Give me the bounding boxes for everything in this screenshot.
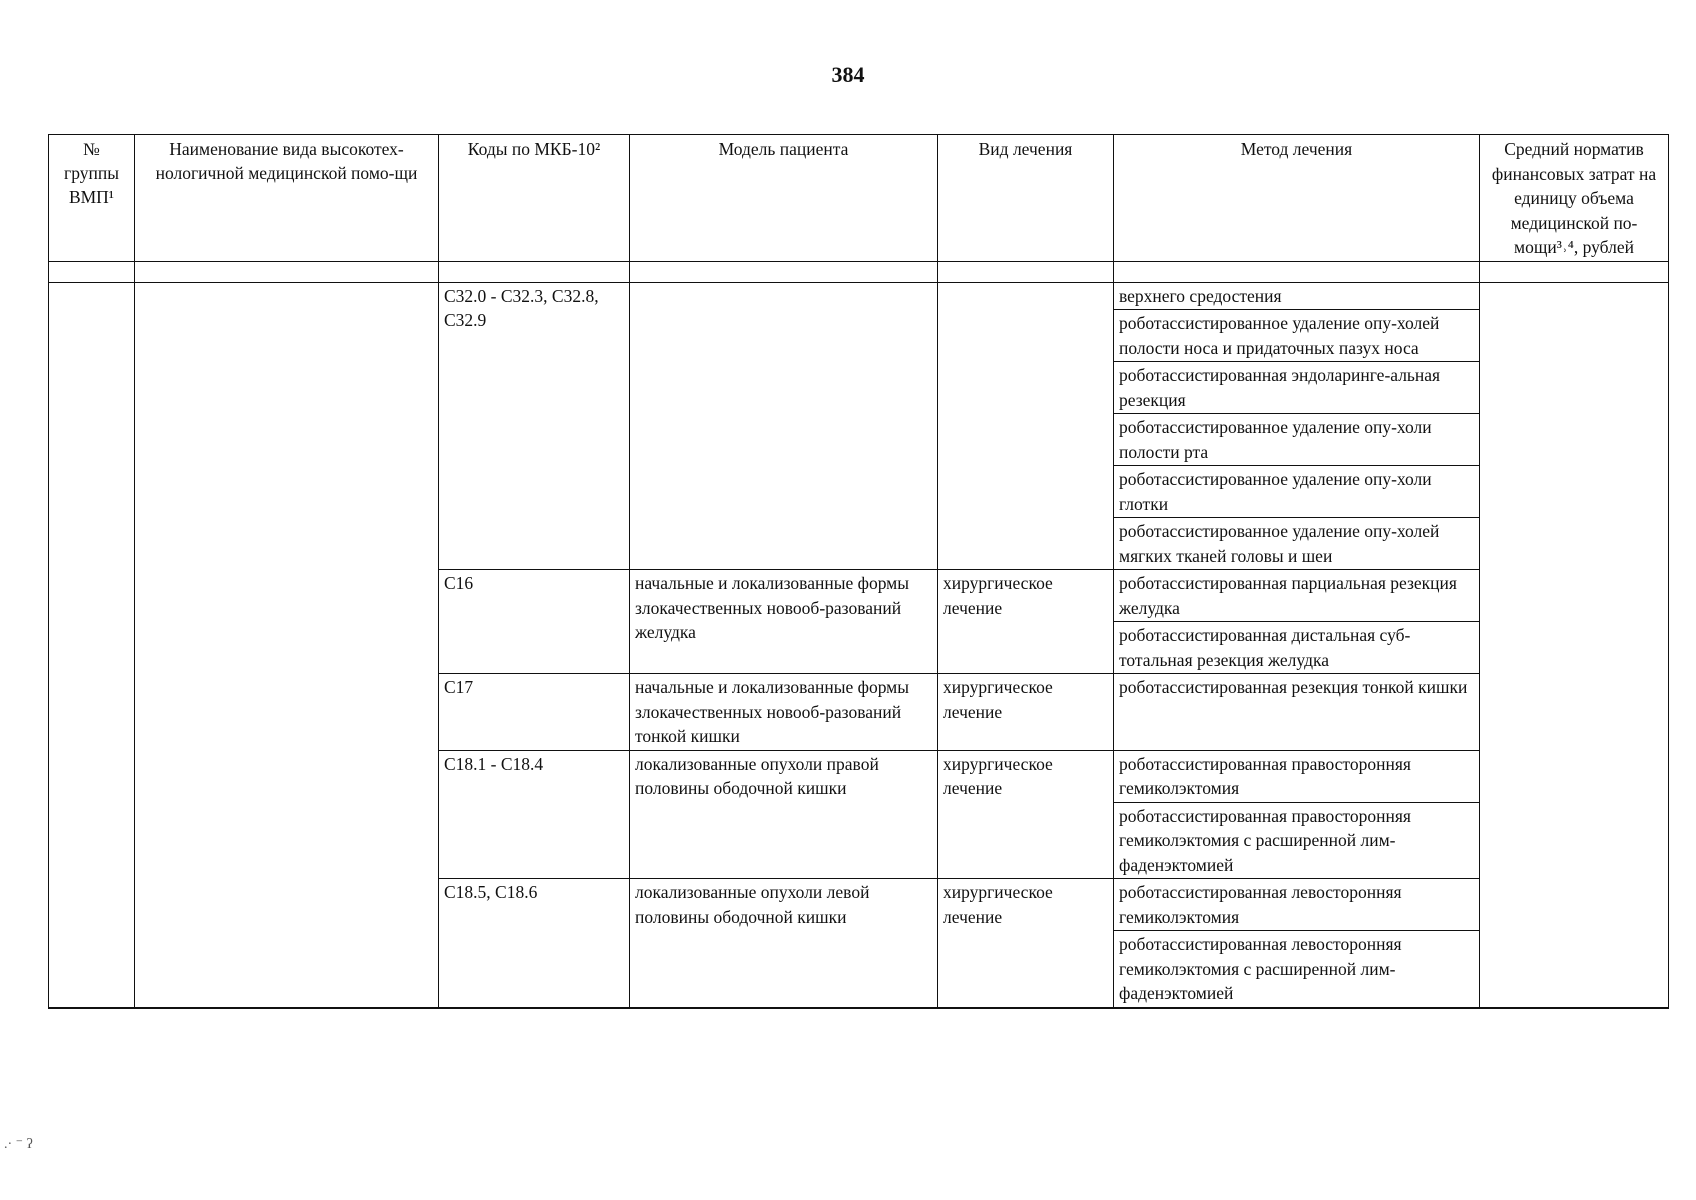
care-type-name-cell: [135, 282, 439, 1008]
treatment-method-cell: роботассистированная эндоларинге-альная резекция: [1114, 362, 1480, 414]
treatment-type-cell: хирургическое лечение: [938, 570, 1114, 674]
page-number: 384: [831, 62, 865, 87]
average-cost-cell: [1480, 282, 1669, 1008]
treatment-method-cell: роботассистированная правосторонняя гемиколэктомия: [1114, 750, 1480, 802]
treatment-type-cell: хирургическое лечение: [938, 750, 1114, 879]
header-icd-codes: Коды по МКБ-10²: [439, 135, 630, 262]
treatment-method-cell: роботассистированная правосторонняя гемиколэктомия с расширенной лим-фаденэктомией: [1114, 802, 1480, 879]
table-spacer-row: [49, 261, 1669, 282]
header-average-cost: Средний норматив финансовых затрат на единицу объема медицинской по-мощи³˒⁴, рублей: [1480, 135, 1669, 262]
icd-codes-cell: C17: [439, 674, 630, 751]
icd-codes-cell: C32.0 - C32.3, C32.8, C32.9: [439, 282, 630, 570]
patient-model-cell: начальные и локализованные формы злокачественных новооб-разований тонкой кишки: [630, 674, 938, 751]
treatment-type-cell: хирургическое лечение: [938, 879, 1114, 1008]
header-treatment-type: Вид лечения: [938, 135, 1114, 262]
treatment-type-cell: хирургическое лечение: [938, 674, 1114, 751]
patient-model-cell: начальные и локализованные формы злокачественных новооб-разований желудка: [630, 570, 938, 674]
table-header-row: [49, 135, 1669, 262]
group-number-cell: [49, 282, 135, 1008]
header-patient-model: Модель пациента: [630, 135, 938, 262]
patient-model-cell: локализованные опухоли левой половины ободочной кишки: [630, 879, 938, 1008]
treatment-type-cell: [938, 282, 1114, 570]
header-treatment-method: Метод лечения: [1114, 135, 1480, 262]
treatment-method-cell: роботассистированное удаление опу-холи глотки: [1114, 466, 1480, 518]
patient-model-cell: [630, 282, 938, 570]
scan-artifact: .· ⁻ ʔ: [4, 1137, 33, 1152]
treatment-method-cell: роботассистированная парциальная резекция желудка: [1114, 570, 1480, 622]
treatment-method-cell: верхнего средостения: [1114, 282, 1480, 310]
treatment-method-cell: роботассистированная левосторонняя гемиколэктомия: [1114, 879, 1480, 931]
icd-codes-cell: C18.5, C18.6: [439, 879, 630, 1008]
icd-codes-cell: C16: [439, 570, 630, 674]
icd-codes-cell: C18.1 - C18.4: [439, 750, 630, 879]
header-group-number: № группы ВМП¹: [49, 135, 135, 262]
header-care-type-name: Наименование вида высокотех-нологичной медицинской помо-щи: [135, 135, 439, 262]
treatment-method-cell: роботассистированная резекция тонкой кишки: [1114, 674, 1480, 751]
treatment-method-cell: роботассистированная левосторонняя гемиколэктомия с расширенной лим-фаденэктомией: [1114, 931, 1480, 1008]
treatment-method-cell: роботассистированное удаление опу-холи полости рта: [1114, 414, 1480, 466]
treatment-method-cell: роботассистированное удаление опу-холей полости носа и придаточных пазух носа: [1114, 310, 1480, 362]
treatment-method-cell: роботассистированное удаление опу-холей мягких тканей головы и шеи: [1114, 518, 1480, 570]
patient-model-cell: локализованные опухоли правой половины ободочной кишки: [630, 750, 938, 879]
table-row: [49, 282, 1669, 310]
table-body: [49, 282, 1669, 1008]
treatment-method-cell: роботассистированная дистальная суб-тотальная резекция желудка: [1114, 622, 1480, 674]
vmp-table: [48, 134, 1669, 1009]
